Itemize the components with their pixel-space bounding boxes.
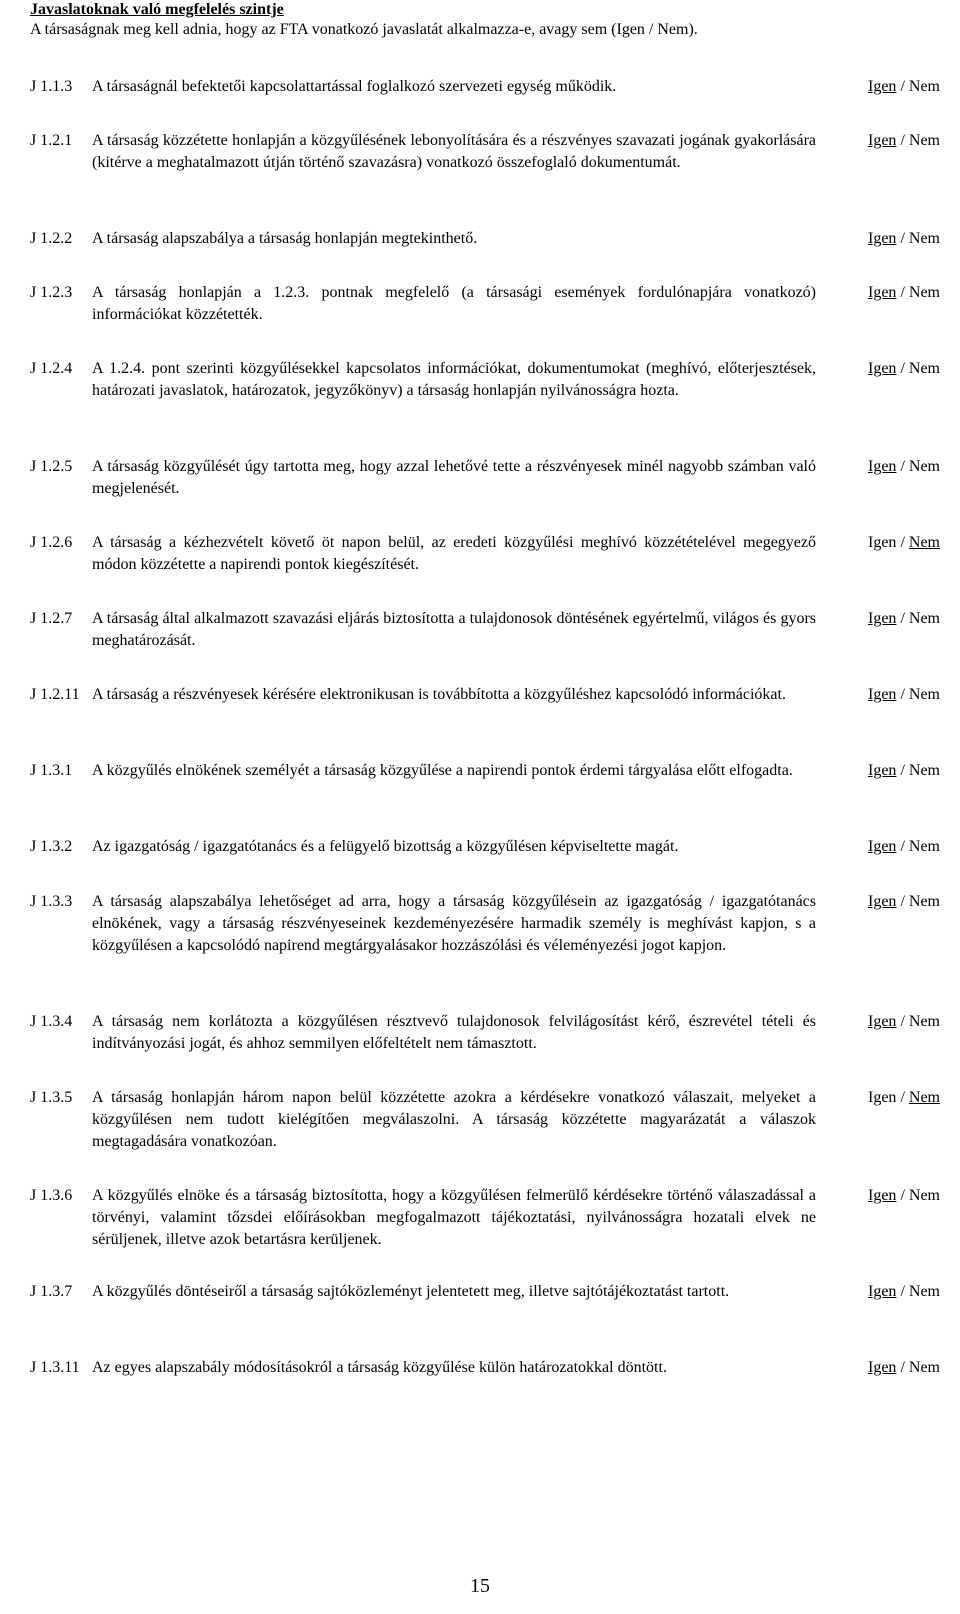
- answer-no-option[interactable]: Nem: [908, 762, 940, 779]
- document-header: [30, 0, 940, 40]
- recommendation-item: [30, 836, 940, 858]
- item-code: J 1.2.1: [30, 132, 73, 149]
- item-text: A társaság a kézhezvételt követő öt napon belül, az eredeti közgyűlési meghívó közzétételével megegyező módon közzétette a napirendi pontok kiegészítését.: [92, 534, 816, 573]
- item-text: A 1.2.4. pont szerinti közgyűlésekkel kapcsolatos információkat, dokumentumokat (meghívó, előterjesztések, határozati javaslatok, határozatok, jegyzőkönyv) a társaság honlapján nyilvánosságra hozta.: [92, 360, 816, 399]
- item-code: J 1.3.4: [30, 1013, 73, 1030]
- answer-yes-option[interactable]: Igen: [868, 1283, 897, 1300]
- recommendation-item: [30, 228, 940, 250]
- recommendation-item: [30, 1185, 940, 1251]
- answer-choice: [816, 456, 940, 478]
- answer-yes-option[interactable]: Igen: [868, 132, 897, 149]
- answer-yes-option[interactable]: Igen: [868, 893, 897, 910]
- answer-no-option[interactable]: Nem: [908, 284, 940, 301]
- page-number: 15: [470, 1575, 490, 1597]
- answer-separator: /: [900, 534, 905, 551]
- recommendation-item: [30, 608, 940, 652]
- recommendation-item: [30, 456, 940, 500]
- answer-separator: /: [900, 230, 905, 247]
- answer-choice: [816, 76, 940, 98]
- answer-yes-option[interactable]: Igen: [868, 230, 897, 247]
- answer-no-option[interactable]: Nem: [908, 1089, 940, 1106]
- answer-separator: /: [900, 1359, 905, 1376]
- answer-separator: /: [900, 686, 905, 703]
- recommendation-item: [30, 1087, 940, 1153]
- answer-yes-option[interactable]: Igen: [868, 1187, 897, 1204]
- answer-separator: /: [900, 762, 905, 779]
- document-subtitle: A társaságnak meg kell adnia, hogy az FTA vonatkozó javaslatát alkalmazza-e, avagy sem (Igen / Nem).: [30, 21, 698, 38]
- item-text: A közgyűlés elnökének személyét a társaság közgyűlése a napirendi pontok érdemi tárgyalása előtt elfogadta.: [92, 762, 793, 779]
- item-text: A társaság alapszabálya lehetőséget ad arra, hogy a társaság közgyűlésein az igazgatóság / igazgatótanács elnökének, vagy a társaság részvényeseinek kezdeményezésére harmadik személy is meghívást kapjon, s a közgyűlésen a kapcsolódó napirend megtárgyalásakor hozzászólási és véleményezési jogot kapjon.: [92, 893, 816, 954]
- item-code: J 1.3.6: [30, 1187, 73, 1204]
- answer-choice: [816, 130, 940, 152]
- recommendation-item: [30, 130, 940, 174]
- document-title: Javaslatoknak való megfelelés szintje: [30, 1, 284, 18]
- answer-separator: /: [900, 360, 905, 377]
- answer-yes-option[interactable]: Igen: [868, 534, 897, 551]
- answer-no-option[interactable]: Nem: [908, 893, 940, 910]
- answer-choice: [816, 358, 940, 380]
- item-code: J 1.2.2: [30, 230, 73, 247]
- answer-no-option[interactable]: Nem: [908, 1187, 940, 1204]
- answer-separator: /: [900, 1089, 905, 1106]
- answer-separator: /: [900, 838, 905, 855]
- answer-choice: [816, 1011, 940, 1033]
- answer-separator: /: [900, 132, 905, 149]
- answer-choice: [816, 228, 940, 250]
- item-text: A társaság közzétette honlapján a közgyűlésének lebonyolítására és a részvényes szavazati jogának gyakorlására (kitérve a meghatalmazott útján történő szavazásra) vonatkozó összefoglaló dokumentumát.: [92, 132, 816, 171]
- answer-yes-option[interactable]: Igen: [868, 1089, 897, 1106]
- answer-no-option[interactable]: Nem: [908, 1359, 940, 1376]
- answer-yes-option[interactable]: Igen: [868, 360, 897, 377]
- item-code: J 1.3.5: [30, 1089, 73, 1106]
- answer-yes-option[interactable]: Igen: [868, 1013, 897, 1030]
- recommendation-item: [30, 532, 940, 576]
- answer-yes-option[interactable]: Igen: [868, 284, 897, 301]
- item-text: A társaság által alkalmazott szavazási eljárás biztosította a tulajdonosok döntésének egyértelmű, világos és gyors meghatározását.: [92, 610, 816, 649]
- item-text: Az igazgatóság / igazgatótanács és a felügyelő bizottság a közgyűlésen képviseltette magát.: [92, 838, 679, 855]
- answer-choice: [816, 532, 940, 554]
- item-text: A közgyűlés döntéseiről a társaság sajtóközleményt jelentetett meg, illetve sajtótájékoztatást tartott.: [92, 1283, 730, 1300]
- item-code: J 1.2.6: [30, 534, 73, 551]
- answer-no-option[interactable]: Nem: [908, 132, 940, 149]
- item-text: A társaság honlapján a 1.2.3. pontnak megfelelő (a társasági események fordulónapjára vonatkozó) információkat közzétették.: [92, 284, 816, 323]
- item-text: Az egyes alapszabály módosításokról a társaság közgyűlése külön határozatokkal döntött.: [92, 1359, 667, 1376]
- answer-yes-option[interactable]: Igen: [868, 458, 897, 475]
- answer-no-option[interactable]: Nem: [908, 534, 940, 551]
- recommendation-item: [30, 760, 940, 782]
- answer-choice: [816, 1087, 940, 1109]
- item-text: A társaság nem korlátozta a közgyűlésen résztvevő tulajdonosok felvilágosítást kérő, észrevétel tételi és indítványozási jogát, és ahhoz semmilyen előfeltételt nem támasztott.: [92, 1013, 816, 1052]
- item-text: A társaság honlapján három napon belül közzétette azokra a kérdésekre vonatkozó válaszait, melyeket a közgyűlésen nem tudott kielégítően megválaszolni. A társaság közzétette magyarázatát a válaszok megtagadására vonatkozóan.: [92, 1089, 816, 1150]
- answer-separator: /: [900, 893, 905, 910]
- answer-separator: /: [900, 458, 905, 475]
- answer-choice: [816, 282, 940, 304]
- item-code: J 1.2.5: [30, 458, 73, 475]
- item-text: A társaság alapszabálya a társaság honlapján megtekinthető.: [92, 230, 478, 247]
- item-code: J 1.1.3: [30, 78, 73, 95]
- answer-separator: /: [900, 1013, 905, 1030]
- answer-separator: /: [900, 610, 905, 627]
- recommendation-item: [30, 76, 940, 98]
- answer-choice: [816, 1281, 940, 1303]
- item-text: A társaság közgyűlését úgy tartotta meg, hogy azzal lehetővé tette a részvényesek minél nagyobb számban való megjelenését.: [92, 458, 816, 497]
- item-code: J 1.2.11: [30, 686, 80, 703]
- item-text: A társaságnál befektetői kapcsolattartással foglalkozó szervezeti egység működik.: [92, 78, 617, 95]
- answer-separator: /: [900, 1187, 905, 1204]
- recommendation-item: [30, 282, 940, 326]
- answer-choice: [816, 891, 940, 913]
- answer-choice: [816, 1185, 940, 1207]
- answer-no-option[interactable]: Nem: [908, 610, 940, 627]
- answer-no-option[interactable]: Nem: [908, 838, 940, 855]
- answer-separator: /: [900, 1283, 905, 1300]
- item-code: J 1.3.2: [30, 838, 73, 855]
- answer-no-option[interactable]: Nem: [908, 78, 940, 95]
- recommendation-item: [30, 891, 940, 957]
- item-code: J 1.2.4: [30, 360, 73, 377]
- answer-no-option[interactable]: Nem: [908, 360, 940, 377]
- answer-no-option[interactable]: Nem: [908, 458, 940, 475]
- answer-no-option[interactable]: Nem: [908, 686, 940, 703]
- answer-yes-option[interactable]: Igen: [868, 686, 897, 703]
- answer-no-option[interactable]: Nem: [908, 230, 940, 247]
- answer-yes-option[interactable]: Igen: [868, 1359, 897, 1376]
- item-code: J 1.2.3: [30, 284, 73, 301]
- item-code: J 1.3.1: [30, 762, 73, 779]
- item-code: J 1.3.3: [30, 893, 73, 910]
- answer-no-option[interactable]: Nem: [908, 1013, 940, 1030]
- answer-yes-option[interactable]: Igen: [868, 78, 897, 95]
- item-code: J 1.3.7: [30, 1283, 73, 1300]
- answer-choice: [816, 684, 940, 706]
- answer-separator: /: [900, 284, 905, 301]
- answer-separator: /: [900, 78, 905, 95]
- answer-yes-option[interactable]: Igen: [868, 762, 897, 779]
- answer-yes-option[interactable]: Igen: [868, 610, 897, 627]
- item-text: A társaság a részvényesek kérésére elektronikusan is továbbította a közgyűléshez kapcsolódó információkat.: [92, 686, 786, 703]
- answer-no-option[interactable]: Nem: [908, 1283, 940, 1300]
- recommendation-item: [30, 1357, 940, 1379]
- answer-choice: [816, 760, 940, 782]
- recommendation-item: [30, 1281, 940, 1303]
- recommendation-item: [30, 358, 940, 402]
- recommendation-item: [30, 1011, 940, 1055]
- item-code: J 1.3.11: [30, 1359, 80, 1376]
- answer-choice: [816, 608, 940, 630]
- answer-yes-option[interactable]: Igen: [868, 838, 897, 855]
- answer-choice: [816, 1357, 940, 1379]
- answer-choice: [816, 836, 940, 858]
- recommendation-item: [30, 684, 940, 706]
- item-code: J 1.2.7: [30, 610, 73, 627]
- item-text: A közgyűlés elnöke és a társaság biztosította, hogy a közgyűlésen felmerülő kérdésekre történő válaszadással a törvényi, valamint tőzsdei előírásokban megfogalmazott tájékoztatási, nyilvánosságra hozatali elvek ne sérüljenek, illetve azok betartásra kerüljenek.: [92, 1187, 816, 1248]
